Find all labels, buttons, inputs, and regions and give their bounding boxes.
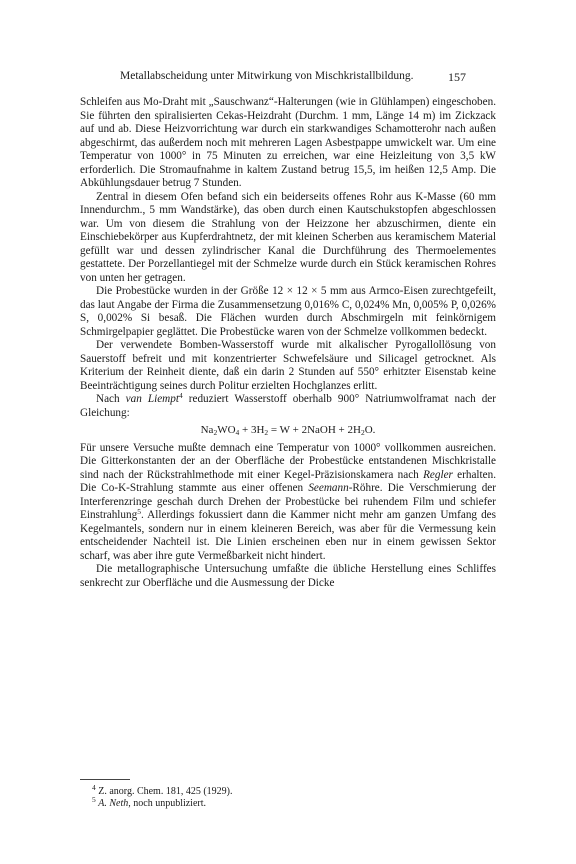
eq-sub: 4	[235, 428, 240, 437]
body-text	[80, 96, 496, 590]
paragraph-4: Der verwendete Bomben-Wasserstoff wurde mit alkalischer Pyrogallollösung von Sauerstoff befreit und mit konzentrierter Schwefelsäure und Silicagel getrocknet. Als Kriterium der Reinheit diente, daß ein darin 2 Stunden auf 550° erhitzter Eisenstab keine Beeinträchtigung seines durch Politur erzielten Hochglanzes erlitt.	[80, 339, 496, 392]
footnote-text: noch unpubliziert.	[130, 798, 207, 809]
chemical-equation	[80, 424, 496, 438]
text-run: Nach	[96, 393, 126, 405]
text-run: reduziert Wasserstoff oberhalb 900° Natriumwolframat nach der Gleichung:	[80, 393, 497, 419]
author-name: Seemann	[308, 482, 349, 494]
author-name: Regler	[423, 468, 453, 481]
eq-part: O.	[364, 424, 376, 436]
eq-part: + 3H	[239, 424, 265, 436]
eq-sub: 2	[264, 428, 269, 437]
footnote-5	[92, 795, 492, 810]
author-name: van Liempt	[125, 393, 179, 405]
page-number: 157	[448, 70, 466, 84]
footnote-mark: 4	[92, 783, 96, 792]
footnote-4	[92, 783, 492, 798]
eq-part: Na	[200, 424, 214, 436]
text-run: -Röhre. Die Verschmierung der Interferenzringe geschah durch Drehen der Probestücke bei ruhendem Film und schiefer Einstrahlung	[80, 482, 496, 521]
footnote-mark: 5	[92, 795, 96, 804]
eq-sub: 2	[360, 428, 365, 437]
footnote-ref-5: 5	[137, 507, 141, 516]
eq-part: WO	[217, 424, 236, 436]
running-header	[120, 70, 466, 85]
footnote-text: Z. anorg. Chem. 181, 425 (1929).	[98, 786, 233, 797]
paragraph-7: Die metallographische Untersuchung umfaßte die übliche Herstellung eines Schliffes senkrecht zur Oberfläche und die Ausmessung der Dicke	[80, 563, 496, 589]
footnote-ref-4: 4	[178, 391, 183, 400]
text-run: Für unsere Versuche mußte demnach eine Temperatur von 1000° vollkommen ausreichen. Die Gitterkonstanten der an der Oberfläche der Probestücke entstandenen Mischkristalle sind nach der Rückstrahlmethode mit einer Kegel-Präzisionskamera nach	[80, 441, 496, 481]
author-name: A. Neth,	[98, 798, 131, 809]
text-run: erhalten. Die Co-K-Strahlung stammte aus einer offenen	[80, 468, 496, 494]
footnotes	[92, 783, 492, 810]
footnote-divider	[80, 779, 130, 780]
text-run: . Allerdings fokussiert dann die Kammer nicht mehr am ganzen Umfang des Kegelmantels, sondern nur in einem kleineren Bereich, was aber für die Vermessung kein entscheidender Nachteil ist. Die Linien erscheinen eben nur in einem gewissen Sektor scharf, was aber ihre gute Vermeßbarkeit nicht hindert.	[80, 509, 496, 562]
paragraph-2: Zentral in diesem Ofen befand sich ein beiderseits offenes Rohr aus K-Masse (60 mm Innendurchm., 5 mm Wandstärke), das oben durch einen Kautschukstopfen abgeschlossen war. Um von diesem die Strahlung von der Heizzone her abzuschirmen, diente ein Einschiebekörper aus Kupferdrahtnetz, der mit kleinen Scherben aus keramischem Material gefüllt war und dessen zylindrischer Kanal die Durchführung des Thermoelementes gestattete. Der Porzellantiegel mit der Schmelze wurde durch ein Stück keramischen Rohres von unten her getragen.	[80, 190, 496, 284]
running-title: Metallabscheidung unter Mitwirkung von Mischkristallbildung.	[120, 70, 414, 82]
eq-part: = W + 2NaOH + 2H	[268, 424, 361, 436]
eq-sub: 2	[213, 428, 218, 437]
paragraph-1: Schleifen aus Mo-Draht mit „Sauschwanz“-Halterungen (wie in Glühlampen) eingeschoben. Sie führten den spiralisierten Cekas-Heizdraht (Durchm. 1 mm, Länge 14 m) im Zickzack auf und ab. Diese Heizvorrichtung war durch ein starkwandiges Schamotterohr nach außen abgeschirmt, das außerdem noch mit mehreren Lagen Asbestpappe umwickelt war. Um eine Temperatur von 1000° in 75 Minuten zu erreichen, war eine Heizleitung von 3,5 kW erforderlich. Die Stromaufnahme in kaltem Zustand betrug 15,5, im heißen 12,5 Amp. Die Abkühlungsdauer betrug 7 Stunden.	[80, 96, 496, 189]
paragraph-3: Die Probestücke wurden in der Größe 12 × 12 × 5 mm aus Armco-Eisen zurechtgefeilt, das laut Angabe der Firma die Zusammensetzung 0,016% C, 0,024% Mn, 0,005% P, 0,026% S, 0,002% Si besaß. Die Flächen wurden durch Abschmirgeln mit feinkörnigem Schmirgelpapier geglättet. Die Probestücke waren von der Schmelze vollkommen bedeckt.	[80, 285, 496, 338]
paragraph-6	[80, 442, 496, 564]
paragraph-5	[80, 393, 496, 420]
